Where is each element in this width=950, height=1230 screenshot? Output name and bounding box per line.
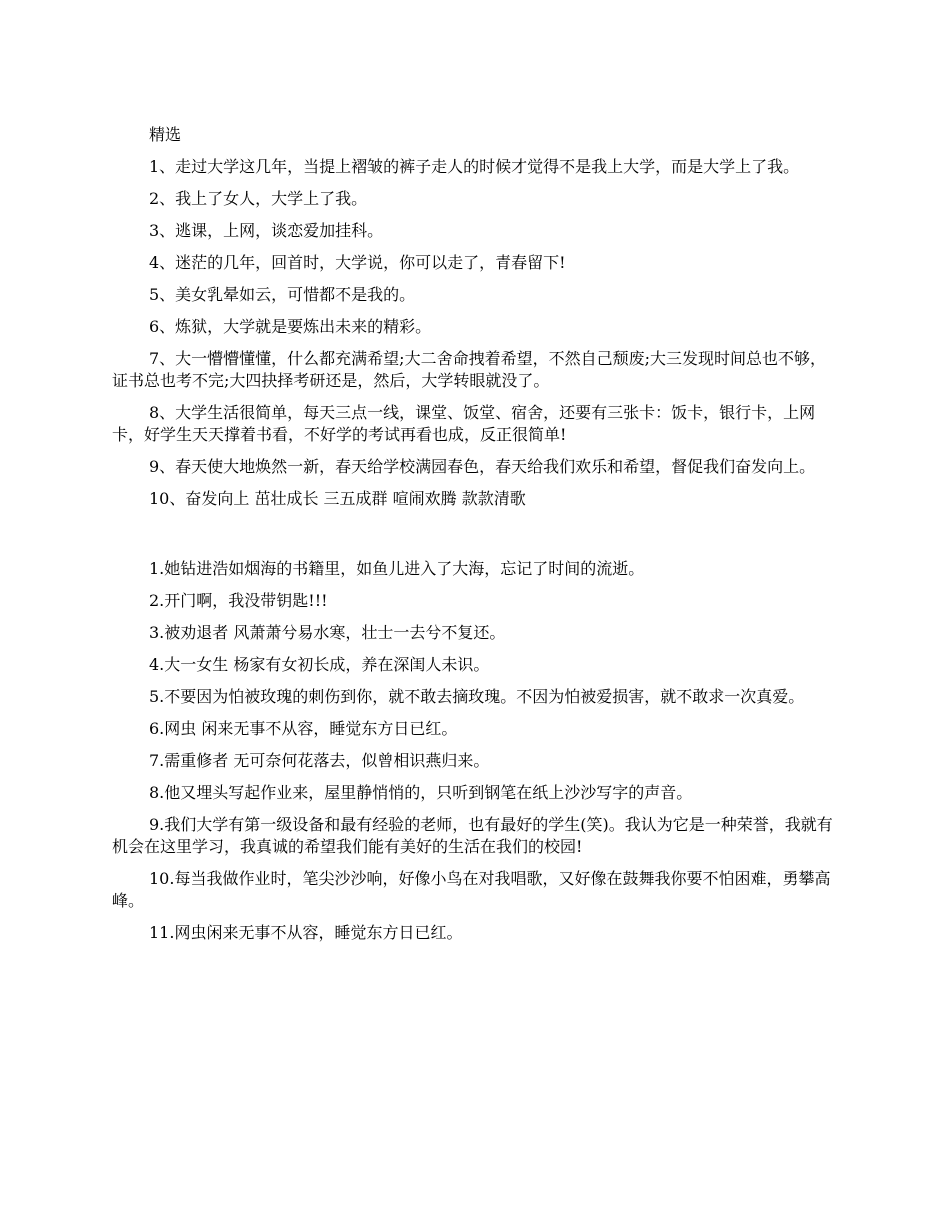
quote-item-10: 10、奋发向上 茁壮成长 三五成群 喧闹欢腾 款款清歌 — [149, 489, 526, 508]
sentence-item-2: 2.开门啊，我没带钥匙!!! — [149, 591, 328, 610]
quote-item-5: 5、美女乳晕如云，可惜都不是我的。 — [149, 285, 416, 304]
section-spacer — [112, 520, 838, 558]
sentence-item-4: 4.大一女生 杨家有女初长成，养在深闺人未识。 — [149, 655, 490, 674]
sentence-item-5: 5.不要因为怕被玫瑰的刺伤到你，就不敢去摘玫瑰。不因为怕被爱损害，就不敢求一次真爱。 — [149, 687, 805, 706]
sentence-item-3: 3.被劝退者 风萧萧兮易水寒，壮士一去兮不复还。 — [149, 623, 506, 642]
quote-item-4: 4、迷茫的几年，回首时，大学说，你可以走了，青春留下! — [149, 253, 566, 272]
quote-item-6: 6、炼狱，大学就是要炼出未来的精彩。 — [149, 317, 432, 336]
sentence-item-6: 6.网虫 闲来无事不从容，睡觉东方日已红。 — [149, 719, 458, 738]
document-heading: 精选 — [149, 125, 182, 144]
quote-item-3: 3、逃课，上网，谈恋爱加挂科。 — [149, 221, 384, 240]
sentence-item-1: 1.她钻进浩如烟海的书籍里，如鱼儿进入了大海，忘记了时间的流逝。 — [149, 559, 645, 578]
sentence-item-9: 9.我们大学有第一级设备和最有经验的老师，也有最好的学生(笑)。我认为它是一种荣誉，我就有机会在这里学习，我真诚的希望我们能有美好的生活在我们的校园! — [112, 815, 833, 856]
sentence-item-11: 11.网虫闲来无事不从容，睡觉东方日已红。 — [149, 923, 463, 942]
quote-item-7: 7、大一懵懵懂懂，什么都充满希望;大二舍命拽着希望，不然自己颓废;大三发现时间总也不够，证书总也考不完;大四抉择考研还是，然后，大学转眼就没了。 — [112, 349, 826, 390]
document-body — [112, 124, 838, 954]
quote-item-9: 9、春天使大地焕然一新，春天给学校满园春色，春天给我们欢乐和希望，督促我们奋发向上。 — [149, 457, 816, 476]
quote-item-8: 8、大学生活很简单，每天三点一线，课堂、饭堂、宿舍，还要有三张卡：饭卡，银行卡，上网卡，好学生天天撑着书看，不好学的考试再看也成，反正很简单! — [112, 403, 816, 444]
quote-item-2: 2、我上了女人，大学上了我。 — [149, 189, 368, 208]
sentence-item-8: 8.他又埋头写起作业来，屋里静悄悄的，只听到钢笔在纸上沙沙写字的声音。 — [149, 783, 693, 802]
quote-item-1: 1、走过大学这几年，当提上褶皱的裤子走人的时候才觉得不是我上大学，而是大学上了我。 — [149, 157, 800, 176]
sentence-item-10: 10.每当我做作业时，笔尖沙沙响，好像小鸟在对我唱歌，又好像在鼓舞我你要不怕困难，勇攀高峰。 — [112, 869, 831, 910]
sentence-item-7: 7.需重修者 无可奈何花落去，似曾相识燕归来。 — [149, 751, 490, 770]
